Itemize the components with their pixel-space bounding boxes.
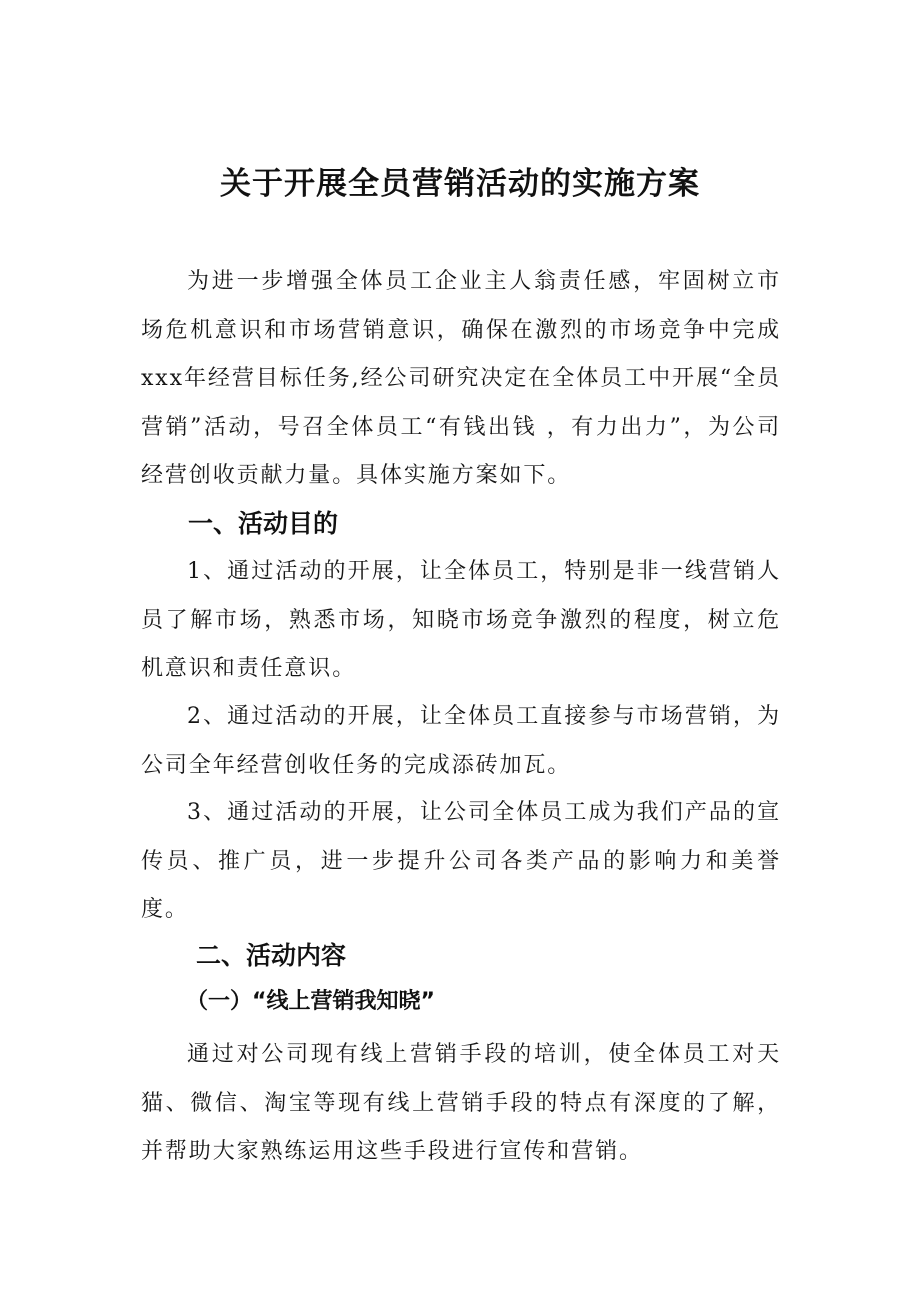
purpose-item-3: 3、通过活动的开展，让公司全体员工成为我们产品的宣传员、推广员，进一步提升公司各类产品的影响力和美誉度。 [141, 800, 781, 922]
intro-paragraph: 为进一步增强全体员工企业主人翁责任感，牢固树立市场危机意识和市场营销意识，确保在激烈的市场竞争中完成xxx年经营目标任务,经公司研究决定在全体员工中开展“全员营销”活动，号召全体员工“有钱出钱 ，有力出力”，为公司经营创收贡献力量。具体实施方案如下。 [141, 269, 781, 488]
section-heading-purpose: 一、活动目的 [188, 509, 339, 538]
section-heading-content: 二、活动内容 [196, 941, 347, 970]
purpose-item-1: 1、通过活动的开展，让全体员工，特别是非一线营销人员了解市场，熟悉市场，知晓市场竞争激烈的程度，树立危机意识和责任意识。 [141, 559, 781, 681]
document-title: 关于开展全员营销活动的实施方案 [220, 166, 700, 202]
subsection-heading-online-marketing: （一）“线上营销我知晓” [186, 989, 435, 1014]
online-marketing-paragraph: 通过对公司现有线上营销手段的培训，使全体员工对天猫、微信、淘宝等现有线上营销手段的特点有深度的了解，并帮助大家熟练运用这些手段进行宣传和营销。 [141, 1042, 781, 1164]
purpose-item-2: 2、通过活动的开展，让全体员工直接参与市场营销，为公司全年经营创收任务的完成添砖加瓦。 [141, 704, 781, 778]
